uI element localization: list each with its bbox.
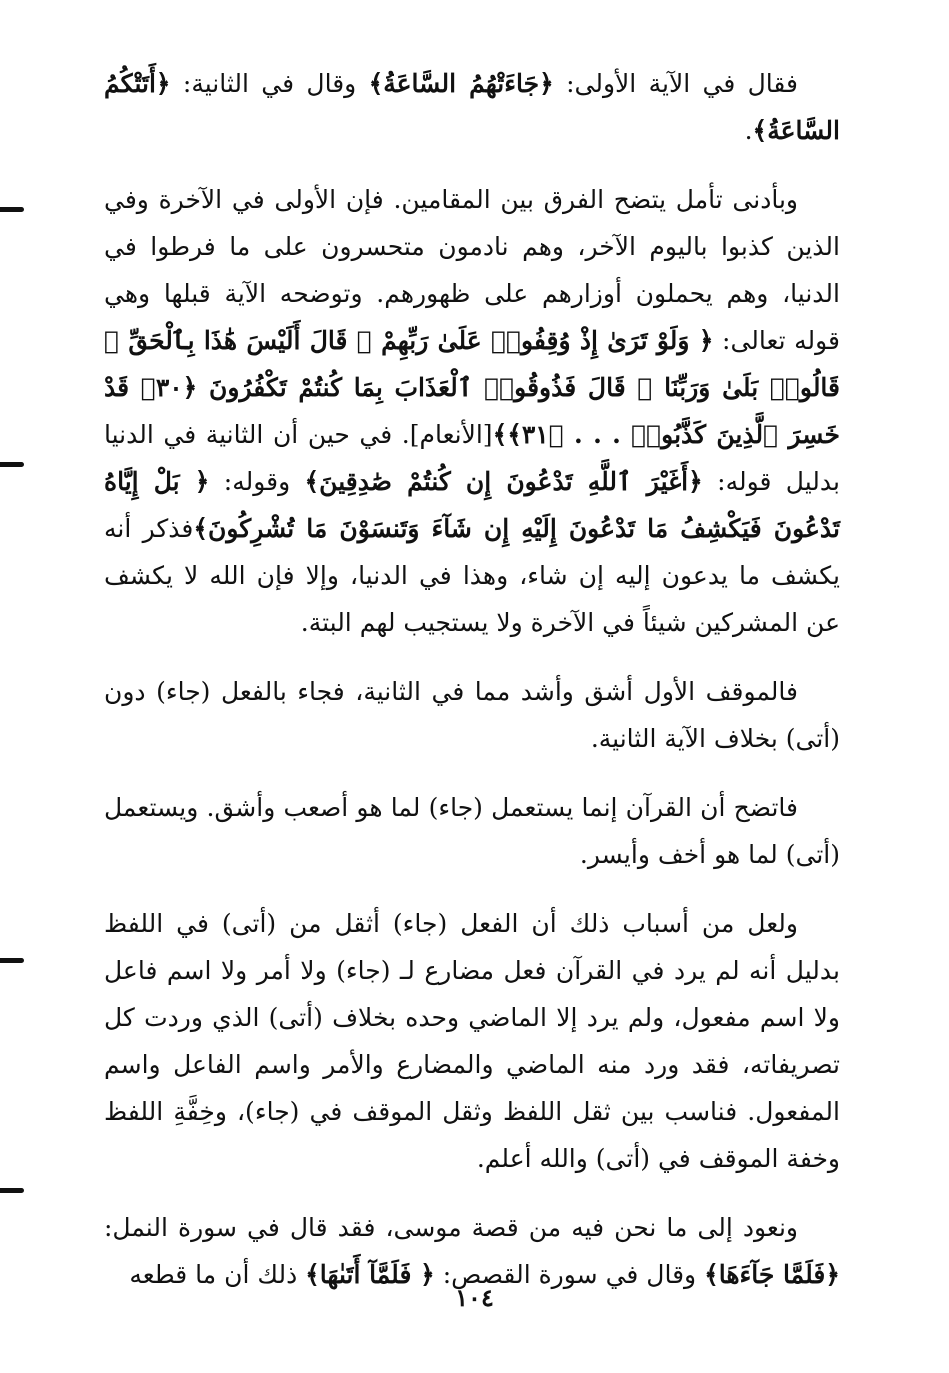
paragraph: [104, 900, 840, 1182]
text-segment: .: [744, 116, 753, 145]
quran-quote: ﴿أَتَتْكُمُ السَّاعَةُ﴾: [104, 69, 840, 145]
edge-mark: [0, 462, 24, 467]
paragraph: [104, 784, 840, 878]
edge-mark: [0, 207, 24, 212]
quran-quote: ﴿ وَلَوْ تَرَىٰ إِذْ وُقِفُوا۟ عَلَىٰ رَبِّهِمْ ۚ قَالَ أَلَيْسَ هَٰذَا بِٱلْحَقِّ ۚ قَالُوا۟ بَلَىٰ وَرَبِّنَا ۚ قَالَ فَذُوقُوا۟ ٱلْعَذَابَ بِمَا كُنتُمْ تَكْفُرُونَ ﴿٣٠﴾ قَدْ خَسِرَ ٱلَّذِينَ كَذَّبُوا۟ . . . ﴿٣١﴾﴾: [104, 326, 840, 449]
text-segment: فذكر أنه يكشف ما يدعون إليه إن شاء، وهذا في الدنيا، وإلا فإن الله لا يكشف عن المشركين شيئاً في الآخرة ولا يستجيب لهم البتة.: [104, 514, 840, 637]
page-number: ١٠٤: [455, 1283, 494, 1312]
paragraph: [104, 60, 840, 154]
text-segment: فالموقف الأول أشق وأشد مما في الثانية، فجاء بالفعل (جاء) دون (أتى) بخلاف الآية الثانية.: [104, 677, 840, 753]
quran-quote: ﴿فَلَمَّا جَآءَهَا﴾: [704, 1260, 840, 1289]
paragraph: [104, 668, 840, 762]
edge-mark: [0, 1188, 24, 1193]
text-segment: [الأنعام]. في حين أن الثانية في الدنيا بدليل قوله:: [104, 420, 840, 496]
text-segment: فاتضح أن القرآن إنما يستعمل (جاء) لما هو أصعب وأشق. ويستعمل (أتى) لما هو أخف وأيسر.: [104, 793, 840, 869]
text-segment: ولعل من أسباب ذلك أن الفعل (جاء) أثقل من (أتى) في اللفظ بدليل أنه لم يرد في القرآن فعل مضارع لـ (جاء) ولا أمر ولا اسم فاعل ولا اسم مفعول، ولم يرد إلا الماضي وحده بخلاف (أتى) الذي وردت كل تصريفاته، فقد ورد منه الماضي والمضارع والأمر واسم الفاعل واسم المفعول. فناسب بين ثقل اللفظ وثقل الموقف في (جاء)، وخِفَّةِ اللفظ وخفة الموقف في (أتى) والله أعلم.: [104, 909, 840, 1173]
text-segment: ونعود إلى ما نحن فيه من قصة موسى، فقد قال في سورة النمل:: [104, 1213, 798, 1242]
quran-quote: ﴿ فَلَمَّآ أَتَىٰهَا﴾: [305, 1260, 435, 1289]
text-segment: وقال في الثانية:: [170, 69, 369, 98]
quran-quote: ﴿ بَلْ إِيَّاهُ تَدْعُونَ فَيَكْشِفُ مَا تَدْعُونَ إِلَيْهِ إِن شَآءَ وَتَنسَوْنَ مَا تُشْرِكُونَ﴾: [104, 467, 840, 543]
text-segment: وبأدنى تأمل يتضح الفرق بين المقامين. فإن الأولى في الآخرة وفي الذين كذبوا باليوم الآخر، وهم نادمون متحسرون على ما فرطوا في الدنيا، وهم يحملون أوزارهم على ظهورهم. وتوضحه الآية قبلها وهي قوله تعالى:: [104, 185, 840, 355]
quran-quote: ﴿أَغَيْرَ ٱللَّهِ تَدْعُونَ إِن كُنتُمْ صَٰدِقِينَ﴾: [304, 467, 703, 496]
text-segment: فقال في الآية الأولى:: [553, 69, 798, 98]
quran-quote: ﴿جَاءَتْهُمُ السَّاعَةُ﴾: [368, 69, 554, 98]
text-segment: وقال في سورة القصص:: [434, 1260, 705, 1289]
text-segment: ذلك أن ما قطعه: [129, 1260, 306, 1289]
text-segment: وقوله:: [209, 467, 305, 496]
edge-mark: [0, 958, 24, 963]
paragraph: [104, 176, 840, 646]
body-text: [104, 60, 840, 1320]
